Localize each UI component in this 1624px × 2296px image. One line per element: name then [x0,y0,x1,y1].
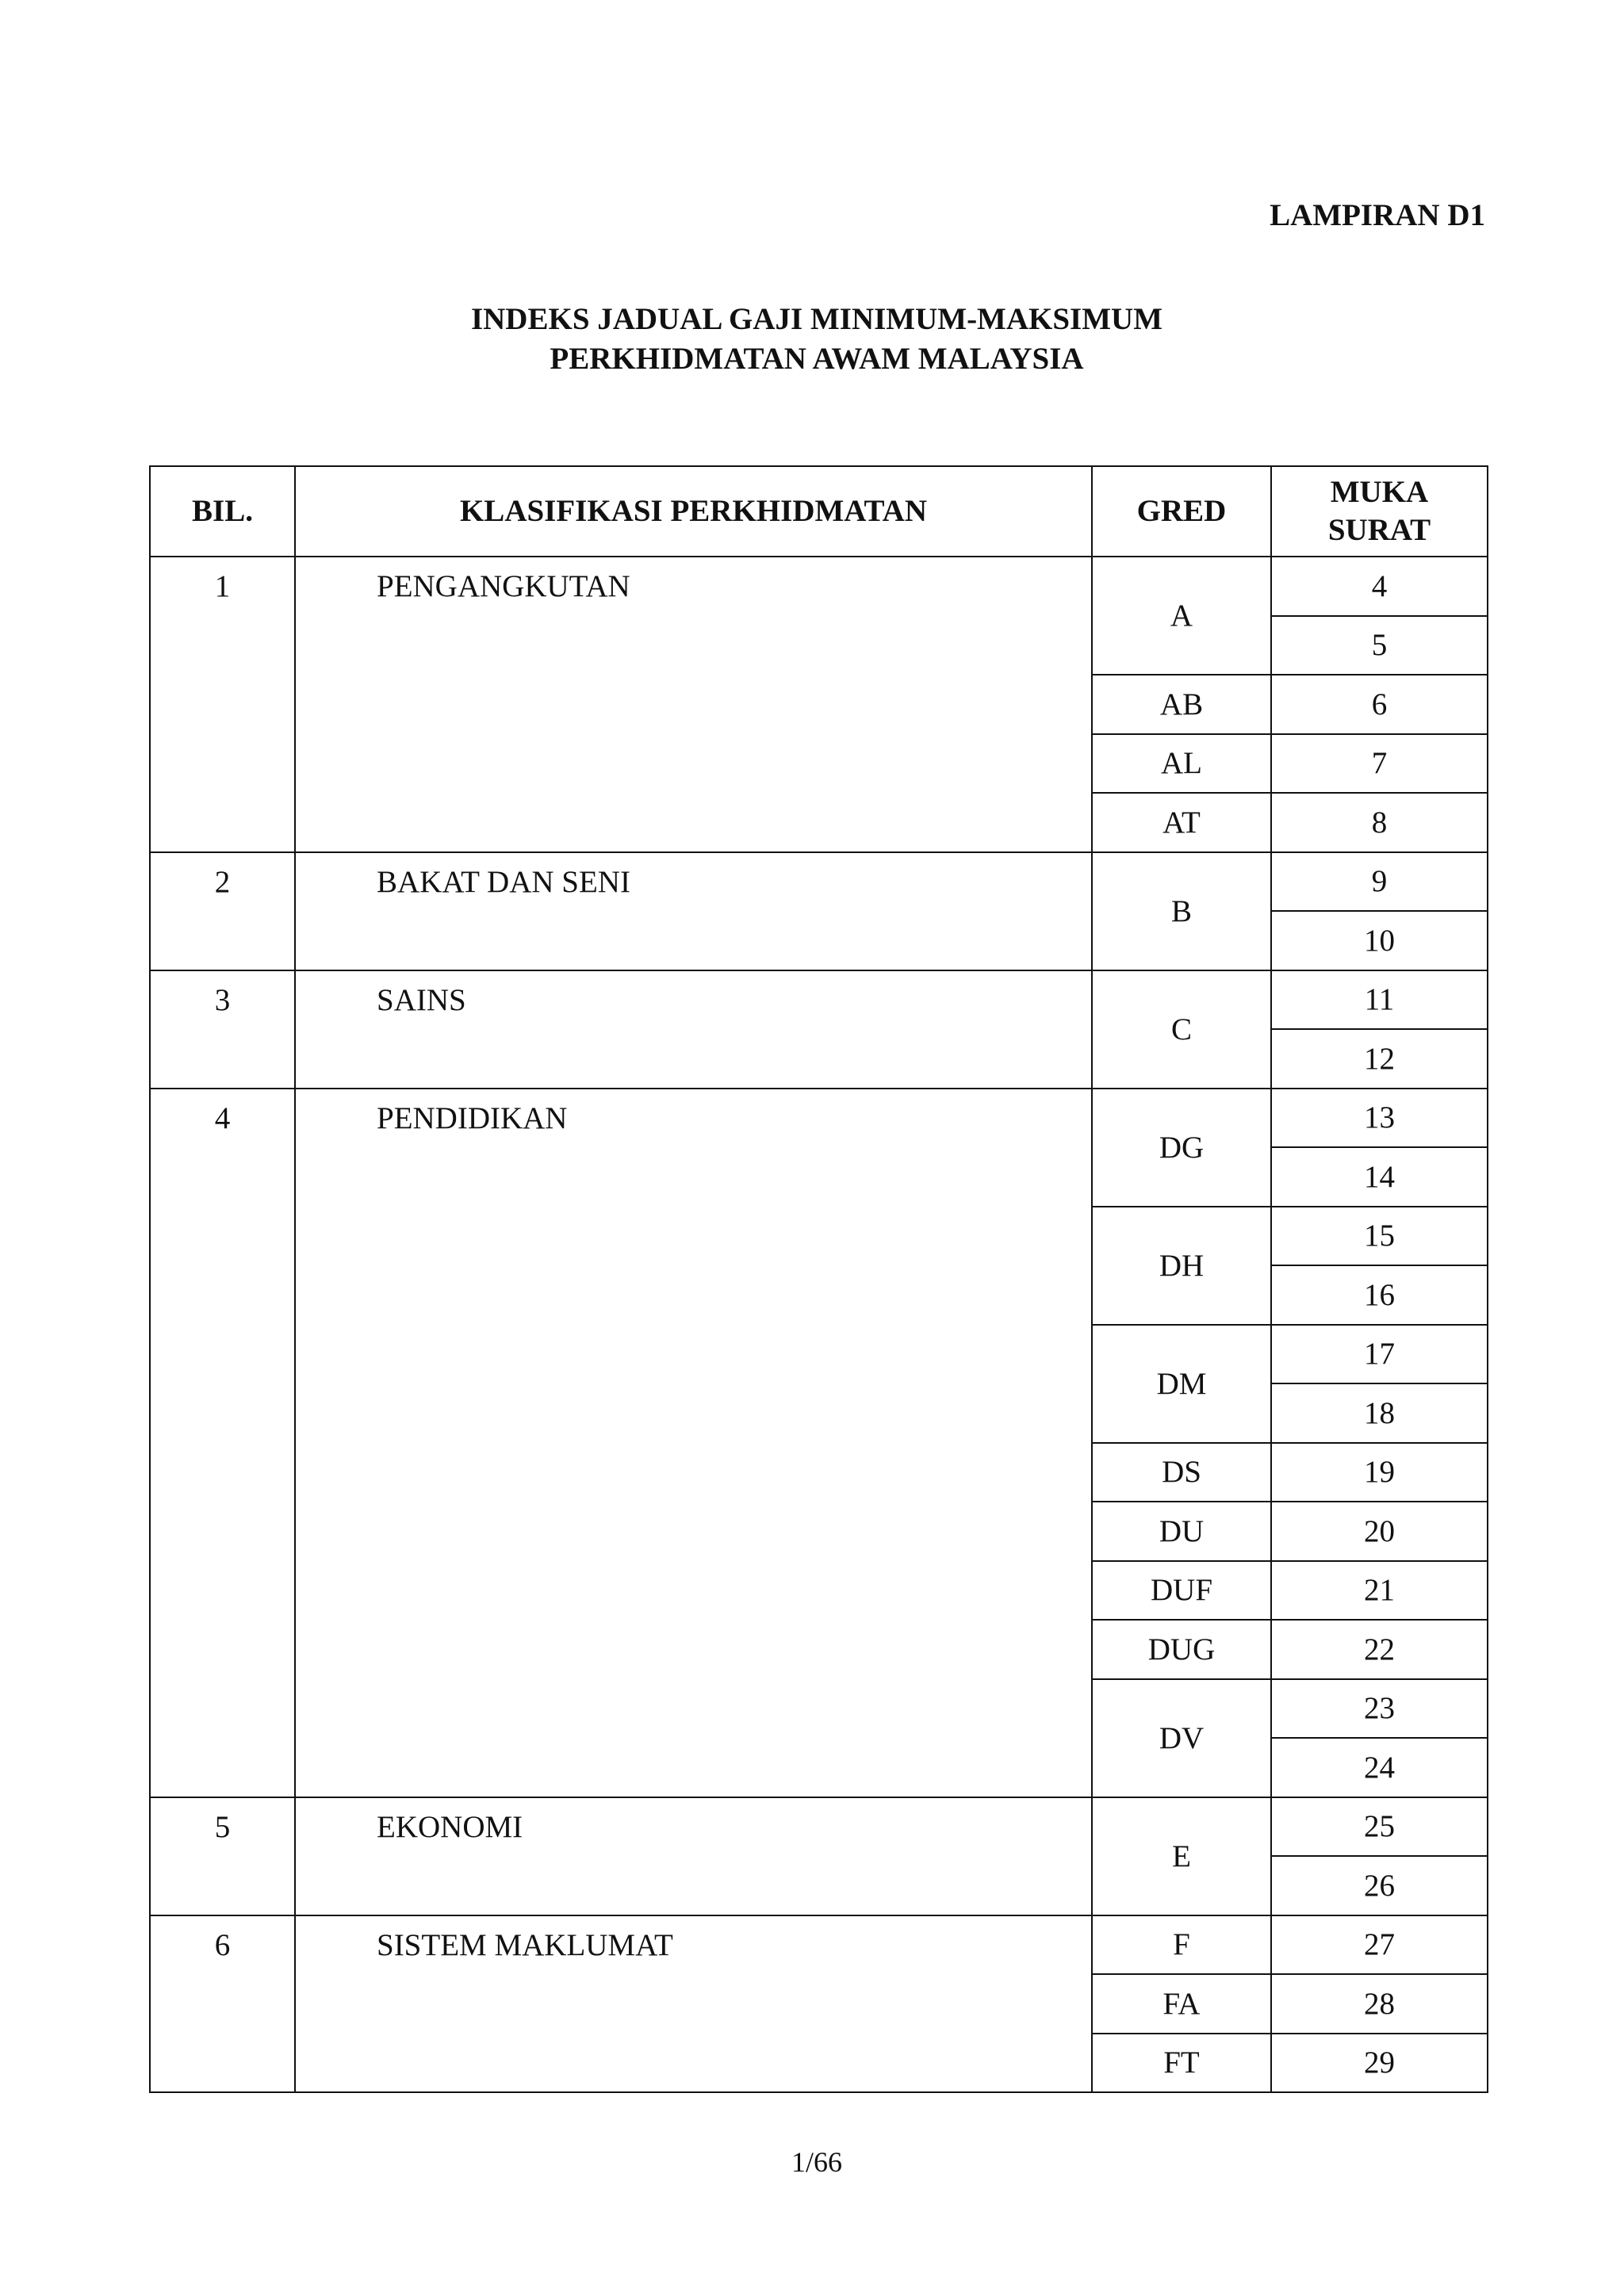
cell-gred: DU [1092,1502,1271,1561]
cell-gred: DS [1092,1443,1271,1502]
cell-bil: 6 [150,1915,295,2093]
cell-gred: B [1092,852,1271,970]
cell-muka-surat: 16 [1271,1265,1488,1325]
cell-muka-surat: 14 [1271,1147,1488,1207]
table-row [150,1797,1488,1857]
salary-index-table [149,465,1488,2093]
table-row [150,1915,1488,1975]
cell-gred: F [1092,1915,1271,1975]
cell-bil: 3 [150,970,295,1089]
cell-muka-surat: 8 [1271,793,1488,852]
header-muka-line-2: SURAT [1327,513,1431,547]
cell-klasifikasi: EKONOMI [295,1797,1092,1915]
cell-bil: 4 [150,1089,295,1797]
cell-gred: AB [1092,675,1271,734]
cell-bil: 1 [150,557,295,852]
cell-muka-surat: 28 [1271,1974,1488,2034]
cell-muka-surat: 22 [1271,1620,1488,1679]
cell-klasifikasi: PENGANGKUTAN [295,557,1092,852]
cell-muka-surat: 21 [1271,1561,1488,1621]
cell-gred: A [1092,557,1271,675]
cell-bil: 5 [150,1797,295,1915]
cell-muka-surat: 27 [1271,1915,1488,1975]
cell-bil: 2 [150,852,295,970]
header-klasifikasi: KLASIFIKASI PERKHIDMATAN [295,466,1092,557]
cell-gred: E [1092,1797,1271,1915]
page-number: 1/66 [791,2146,842,2178]
header-muka-line-1: MUKA [1330,475,1429,509]
cell-muka-surat: 10 [1271,911,1488,970]
cell-muka-surat: 11 [1271,970,1488,1030]
cell-muka-surat: 12 [1271,1029,1488,1089]
cell-muka-surat: 6 [1271,675,1488,734]
cell-gred: FT [1092,2034,1271,2093]
lampiran-label: LAMPIRAN D1 [1270,198,1485,232]
cell-klasifikasi: SISTEM MAKLUMAT [295,1915,1092,2093]
cell-muka-surat: 18 [1271,1383,1488,1443]
cell-gred: DH [1092,1207,1271,1325]
table-row [150,1089,1488,1148]
cell-klasifikasi: BAKAT DAN SENI [295,852,1092,970]
table-header-row [150,466,1488,557]
cell-muka-surat: 5 [1271,616,1488,675]
header-gred: GRED [1092,466,1271,557]
cell-gred: DUG [1092,1620,1271,1679]
cell-gred: FA [1092,1974,1271,2034]
cell-muka-surat: 4 [1271,557,1488,616]
cell-klasifikasi: SAINS [295,970,1092,1089]
table-body [150,557,1488,2092]
cell-muka-surat: 9 [1271,852,1488,912]
header-muka-surat [1271,466,1488,557]
cell-muka-surat: 29 [1271,2034,1488,2093]
cell-gred: DG [1092,1089,1271,1207]
cell-muka-surat: 13 [1271,1089,1488,1148]
cell-gred: AL [1092,734,1271,794]
cell-gred: DV [1092,1679,1271,1797]
cell-muka-surat: 19 [1271,1443,1488,1502]
cell-muka-surat: 25 [1271,1797,1488,1857]
cell-gred: DM [1092,1325,1271,1443]
cell-klasifikasi: PENDIDIKAN [295,1089,1092,1797]
title-line-2: PERKHIDMATAN AWAM MALAYSIA [550,342,1084,376]
table-row [150,970,1488,1030]
cell-gred: DUF [1092,1561,1271,1621]
header-bil: BIL. [150,466,295,557]
cell-muka-surat: 23 [1271,1679,1488,1739]
cell-muka-surat: 7 [1271,734,1488,794]
cell-muka-surat: 24 [1271,1738,1488,1797]
table-row [150,852,1488,912]
cell-muka-surat: 15 [1271,1207,1488,1266]
cell-muka-surat: 17 [1271,1325,1488,1384]
cell-gred: C [1092,970,1271,1089]
cell-gred: AT [1092,793,1271,852]
cell-muka-surat: 26 [1271,1856,1488,1915]
title-line-1: INDEKS JADUAL GAJI MINIMUM-MAKSIMUM [470,302,1163,336]
cell-muka-surat: 20 [1271,1502,1488,1561]
table-row [150,557,1488,616]
document-title [0,300,1624,379]
